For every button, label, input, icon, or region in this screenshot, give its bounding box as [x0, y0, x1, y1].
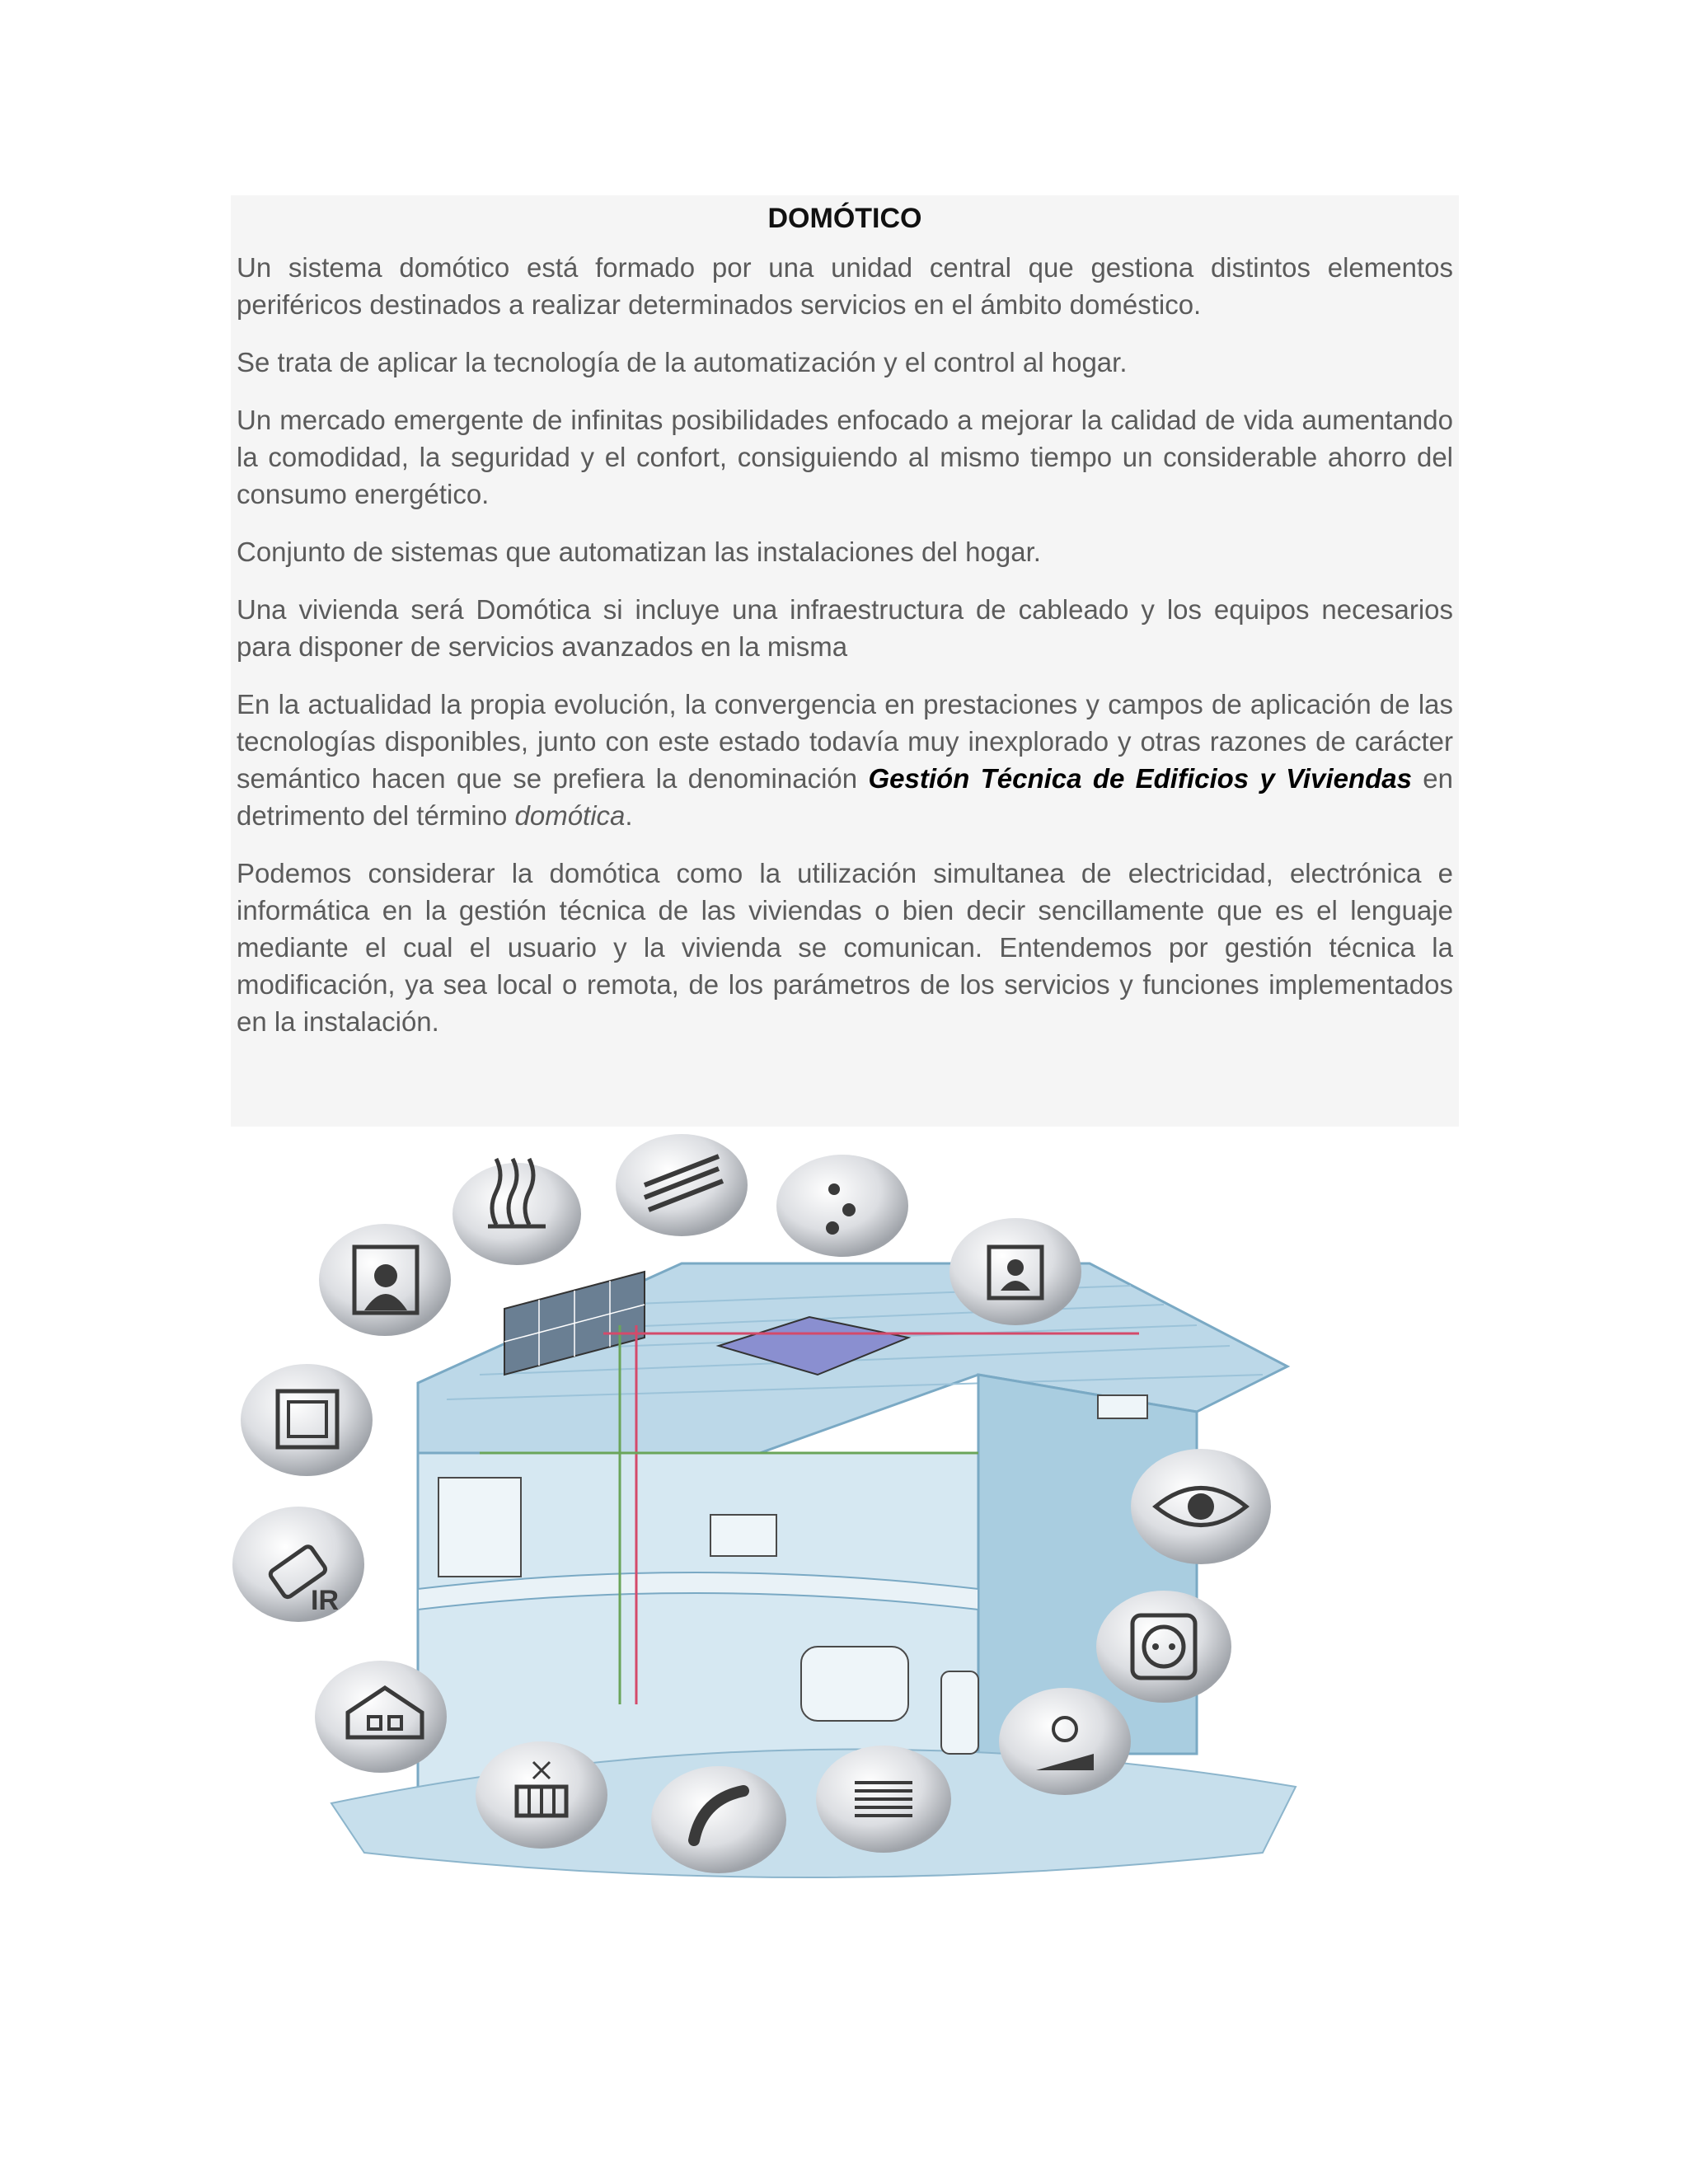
- paragraph-2: Se trata de aplicar la tecnología de la automatización y el control al hogar.: [237, 347, 1128, 377]
- paragraph-1: Un sistema domótico está formado por una unidad central que gestiona distintos elementos periféricos destinados a realizar determinados servicios en el ámbito doméstico.: [237, 252, 1453, 320]
- water-drops-icon: [776, 1155, 908, 1257]
- text-panel: [231, 195, 1459, 1127]
- paragraph-6: [237, 686, 1453, 834]
- home-automation-illustration: [232, 1127, 1461, 1902]
- garage-door-icon: [241, 1364, 373, 1476]
- paragraph-3: Un mercado emergente de infinitas posibilidades enfocado a mejorar la calidad de vida aumentando la comodidad, la seguridad y el confort, consiguiendo al mismo tiempo un considerable ahorro del consumo energético.: [237, 405, 1453, 509]
- heating-icon: [452, 1159, 581, 1265]
- paragraph-6-text-a: En la actualidad la propia evolución, la convergencia en prestaciones y campos de aplicación de las tecnologías disponibles, junto con este estado todavía muy inexplorado y otras razones de carácter semántico hacen que se prefiera la denominación: [237, 689, 1453, 794]
- radiator-icon: [476, 1741, 607, 1849]
- emphasis-term: Gestión Técnica de Edificios y Viviendas: [868, 763, 1412, 794]
- presence-icon: [319, 1224, 451, 1336]
- remote-control-icon: [232, 1507, 364, 1622]
- telephone-icon: [651, 1766, 786, 1873]
- blinds-icon: [816, 1746, 951, 1853]
- paragraph-5: Una vivienda será Domótica si incluye una infraestructura de cableado y los equipos necesarios para disponer de servicios avanzados en la misma: [237, 594, 1453, 662]
- intercom-icon: [950, 1218, 1081, 1325]
- socket-icon: [1096, 1591, 1231, 1703]
- light-dimmer-icon: [999, 1688, 1131, 1795]
- solar-panel-icon: [616, 1134, 748, 1236]
- document-title: DOMÓTICO: [767, 203, 922, 234]
- remote-ir-label: IR: [311, 1585, 339, 1616]
- paragraph-6-text-c: .: [625, 800, 633, 831]
- eye-icon: [1131, 1449, 1271, 1564]
- house-drawing: [331, 1263, 1296, 1877]
- paragraph-7: Podemos considerar la domótica como la utilización simultanea de electricidad, electrónica e informática en la gestión técnica de las viviendas o bien decir sencillamente que es el lenguaje mediante el cual el usuario y la vivienda se comunican. Entendemos por gestión técnica la modificación, ya sea local o remota, de los parámetros de los servicios y funciones implementados en la instalación.: [237, 858, 1453, 1037]
- paragraph-6-text-b: en detrimento del término: [237, 763, 1453, 831]
- house-icon: [315, 1661, 447, 1773]
- paragraph-4: Conjunto de sistemas que automatizan las instalaciones del hogar.: [237, 537, 1041, 567]
- italic-term: domótica: [514, 800, 626, 831]
